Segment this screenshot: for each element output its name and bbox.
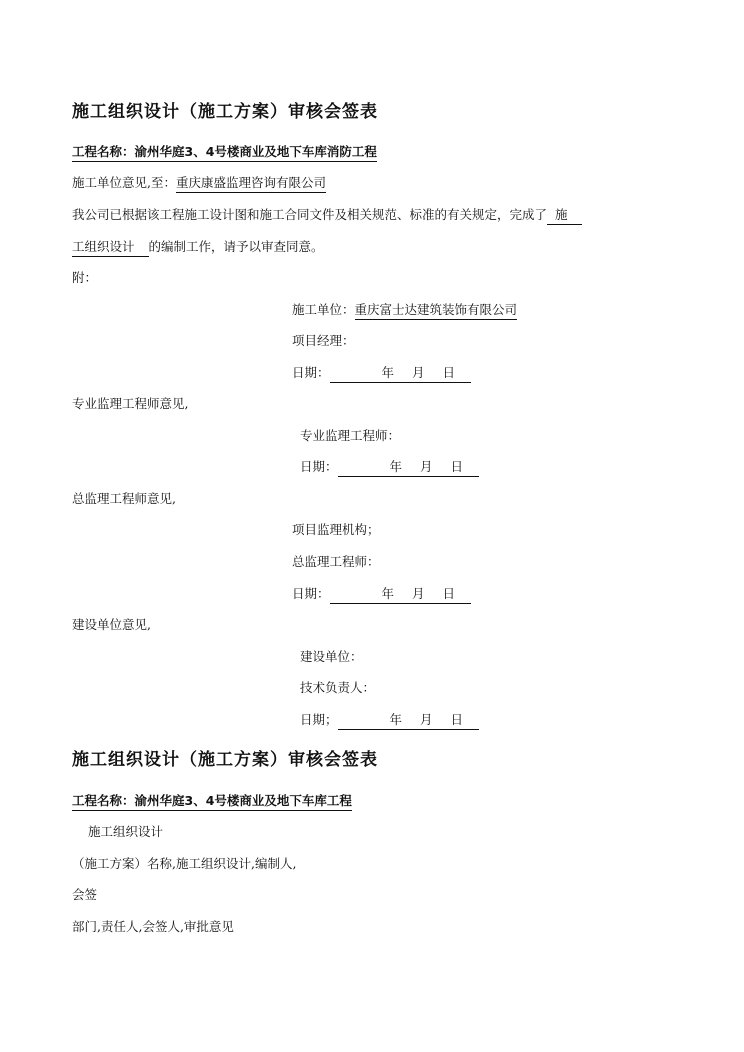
- statement-line-1: [72, 209, 582, 222]
- attachment-label: 附：: [72, 270, 98, 285]
- chief-opinion-label: 总监理工程师意见,: [72, 491, 176, 506]
- statement-fill-2: 工组织设计: [72, 239, 149, 257]
- project-label: 工程名称：: [72, 144, 135, 159]
- specialist-engineer-label: 专业监理工程师：: [300, 428, 401, 443]
- project-label: 工程名称：: [72, 793, 135, 808]
- owner-date-line: [300, 714, 479, 730]
- supervisor-company: 重庆康盛监理咨询有限公司: [176, 175, 326, 193]
- date-label: 日期：: [292, 365, 330, 380]
- project-name: 渝州华庭3、4号楼商业及地下车库消防工程: [134, 144, 377, 159]
- month-label: 月: [420, 712, 433, 727]
- month-label: 月: [420, 459, 433, 474]
- owner-unit-label: 建设单位：: [300, 649, 363, 664]
- date-fill: [338, 714, 480, 730]
- specialist-opinion-label: 专业监理工程师意见,: [72, 396, 189, 411]
- month-label: 月: [412, 586, 425, 601]
- contractor-to-line: [72, 177, 326, 190]
- statement-text-1: 我公司已根据该工程施工设计图和施工合同文件及相关规范、标准的有关规定，完成了: [72, 207, 548, 222]
- date-fill: [330, 588, 472, 604]
- date-label: 日期；: [300, 712, 338, 727]
- plan-title-line: 施工组织设计: [88, 824, 164, 839]
- day-label: 日: [450, 459, 464, 474]
- construction-unit-name: 重庆富士达建筑装饰有限公司: [355, 302, 518, 320]
- year-label: 年: [381, 586, 395, 601]
- specialist-date-line: [300, 461, 479, 477]
- form-title-2: 施工组织设计（施工方案）审核会签表: [72, 750, 378, 770]
- supervision-org-label: 项目监理机构；: [292, 522, 380, 537]
- contractor-date-line: [292, 367, 471, 383]
- project-name: 渝州华庭3、4号楼商业及地下车库工程: [134, 793, 352, 808]
- statement-text-2: 的编制工作，请予以审查同意。: [148, 239, 324, 254]
- date-fill: [338, 461, 480, 477]
- year-label: 年: [389, 459, 403, 474]
- chief-engineer-label: 总监理工程师：: [292, 554, 380, 569]
- owner-opinion-label: 建设单位意见,: [72, 617, 151, 632]
- date-fill: [330, 367, 472, 383]
- statement-line-2: [72, 241, 324, 254]
- countersign-fields-line: 部门,责任人,会签人,审批意见: [72, 919, 234, 934]
- year-label: 年: [381, 365, 395, 380]
- tech-lead-label: 技术负责人：: [300, 680, 376, 695]
- chief-date-line: [292, 588, 471, 604]
- month-label: 月: [412, 365, 425, 380]
- plan-fields-line: （施工方案）名称,施工组织设计,编制人,: [72, 856, 297, 871]
- contractor-opinion-prefix: 施工单位意见,至：: [72, 175, 176, 190]
- construction-unit-line: [292, 304, 517, 317]
- date-label: 日期：: [292, 586, 330, 601]
- year-label: 年: [389, 712, 403, 727]
- day-label: 日: [442, 586, 456, 601]
- day-label: 日: [442, 365, 456, 380]
- form-title: 施工组织设计（施工方案）审核会签表: [72, 102, 378, 122]
- countersign-label: 会签: [72, 887, 98, 902]
- project-name-line-2: [72, 795, 352, 811]
- project-manager-label: 项目经理：: [292, 333, 355, 348]
- date-label: 日期：: [300, 459, 338, 474]
- statement-fill-1: 施: [547, 207, 582, 225]
- day-label: 日: [450, 712, 464, 727]
- project-name-line: [72, 146, 377, 162]
- construction-unit-label: 施工单位：: [292, 302, 355, 317]
